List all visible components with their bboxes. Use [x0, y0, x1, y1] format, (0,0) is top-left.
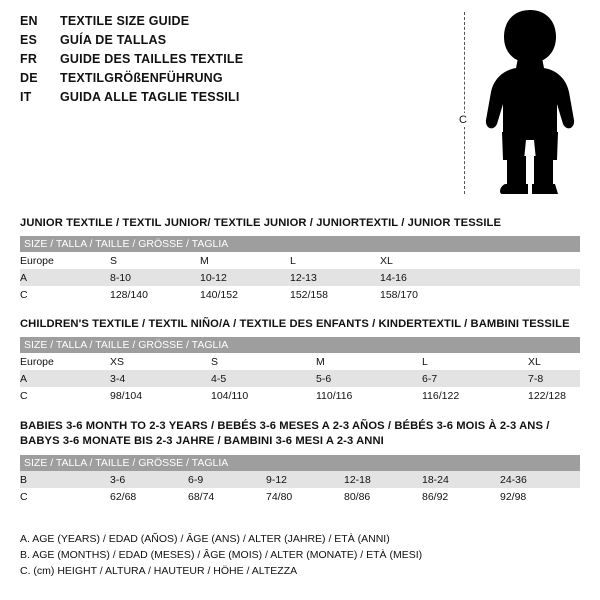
column-header-region: Europe — [20, 353, 110, 370]
babies-size-table — [20, 455, 580, 505]
table-row — [20, 471, 580, 488]
language-row — [20, 52, 440, 71]
section-title-babies-line2: BABYS 3-6 MONATE BIS 2-3 JAHRE / BAMBINI 3-6 MESI A 2-3 ANNI — [20, 435, 384, 447]
language-title: TEXTILGRÖßENFÜHRUNG — [60, 71, 223, 85]
row-label: C — [20, 488, 110, 505]
language-row — [20, 71, 440, 90]
junior-size-table — [20, 236, 580, 303]
language-title: TEXTILE SIZE GUIDE — [60, 14, 190, 28]
language-code: DE — [20, 71, 38, 85]
table-cell: 8-10 — [110, 269, 200, 286]
child-silhouette-icon — [478, 8, 583, 198]
table-row — [20, 387, 580, 404]
table-cell: 3-4 — [110, 370, 211, 387]
section-title-children: CHILDREN'S TEXTILE / TEXTIL NIÑO/A / TEXTILE DES ENFANTS / KINDERTEXTIL / BAMBINI TESSILE — [20, 318, 570, 330]
table-cell: 3-6 — [110, 471, 188, 488]
table-cell: 152/158 — [290, 286, 380, 303]
language-code: EN — [20, 14, 38, 28]
table-cell: 128/140 — [110, 286, 200, 303]
size-header-label: SIZE / TALLA / TAILLE / GRÖSSE / TAGLIA — [20, 236, 580, 252]
table-cell: 140/152 — [200, 286, 290, 303]
table-row — [20, 286, 580, 303]
size-header-label: SIZE / TALLA / TAILLE / GRÖSSE / TAGLIA — [20, 455, 580, 471]
language-row — [20, 33, 440, 52]
row-label: A — [20, 269, 110, 286]
column-header-size: M — [200, 252, 290, 269]
table-row — [20, 370, 580, 387]
column-header-region: Europe — [20, 252, 110, 269]
children-size-table — [20, 337, 580, 404]
table-cell: 86/92 — [422, 488, 500, 505]
row-label: A — [20, 370, 110, 387]
column-header-size: S — [110, 252, 200, 269]
table-cell: 5-6 — [316, 370, 422, 387]
table-cell: 12-18 — [344, 471, 422, 488]
size-header-label: SIZE / TALLA / TAILLE / GRÖSSE / TAGLIA — [20, 337, 580, 353]
measurement-figure — [440, 8, 590, 203]
table-header-row — [20, 337, 580, 353]
language-row — [20, 90, 440, 109]
height-measure-label: C — [459, 114, 467, 126]
table-cell: 9-12 — [266, 471, 344, 488]
table-cell: 6-9 — [188, 471, 266, 488]
table-cell: 158/170 — [380, 286, 470, 303]
table-row — [20, 488, 580, 505]
language-code: IT — [20, 90, 32, 104]
table-cell: 12-13 — [290, 269, 380, 286]
language-title-list — [20, 14, 440, 109]
table-cell: 110/116 — [316, 387, 422, 404]
table-row — [20, 353, 580, 370]
legend-line-c: C. (cm) HEIGHT / ALTURA / HAUTEUR / HÖHE / ALTEZZA — [20, 565, 298, 577]
height-dashed-line — [464, 12, 465, 194]
legend-line-b: B. AGE (MONTHS) / EDAD (MESES) / ÂGE (MOIS) / ALTER (MONATE) / ETÀ (MESI) — [20, 549, 423, 561]
legend-block — [20, 531, 422, 579]
table-row — [20, 252, 580, 269]
table-cell: 6-7 — [422, 370, 528, 387]
table-cell: 74/80 — [266, 488, 344, 505]
table-header-row — [20, 455, 580, 471]
legend-line-a: A. AGE (YEARS) / EDAD (AÑOS) / ÂGE (ANS) / ALTER (JAHRE) / ETÀ (ANNI) — [20, 533, 390, 545]
table-cell: 80/86 — [344, 488, 422, 505]
table-cell: 10-12 — [200, 269, 290, 286]
section-title-babies — [20, 419, 549, 449]
table-row — [20, 269, 580, 286]
language-code: ES — [20, 33, 38, 47]
table-cell: 104/110 — [211, 387, 316, 404]
section-title-babies-line1: BABIES 3-6 MONTH TO 2-3 YEARS / BEBÉS 3-6 MESES A 2-3 AÑOS / BÉBÉS 3-6 MOIS À 2-3 ANS / — [20, 420, 550, 432]
column-header-size: XL — [380, 252, 470, 269]
table-cell: 68/74 — [188, 488, 266, 505]
table-cell: 7-8 — [528, 370, 580, 387]
column-header-size: XL — [528, 353, 580, 370]
table-cell: 92/98 — [500, 488, 580, 505]
column-header-size: L — [290, 252, 380, 269]
section-title-junior: JUNIOR TEXTILE / TEXTIL JUNIOR/ TEXTILE JUNIOR / JUNIORTEXTIL / JUNIOR TESSILE — [20, 217, 502, 229]
column-header-size: L — [422, 353, 528, 370]
column-header-size: M — [316, 353, 422, 370]
table-cell: 122/128 — [528, 387, 580, 404]
language-title: GUIDE DES TAILLES TEXTILE — [60, 52, 244, 66]
row-label: C — [20, 286, 110, 303]
column-header-size: S — [211, 353, 316, 370]
table-cell: 98/104 — [110, 387, 211, 404]
table-cell: 18-24 — [422, 471, 500, 488]
language-title: GUÍA DE TALLAS — [60, 33, 167, 47]
table-cell: 24-36 — [500, 471, 580, 488]
column-header-size: XS — [110, 353, 211, 370]
language-code: FR — [20, 52, 38, 66]
table-cell: 14-16 — [380, 269, 470, 286]
row-label: C — [20, 387, 110, 404]
language-title: GUIDA ALLE TAGLIE TESSILI — [60, 90, 240, 104]
table-cell: 62/68 — [110, 488, 188, 505]
table-cell: 4-5 — [211, 370, 316, 387]
table-header-row — [20, 236, 580, 252]
language-row — [20, 14, 440, 33]
table-cell: 116/122 — [422, 387, 528, 404]
row-label: B — [20, 471, 110, 488]
